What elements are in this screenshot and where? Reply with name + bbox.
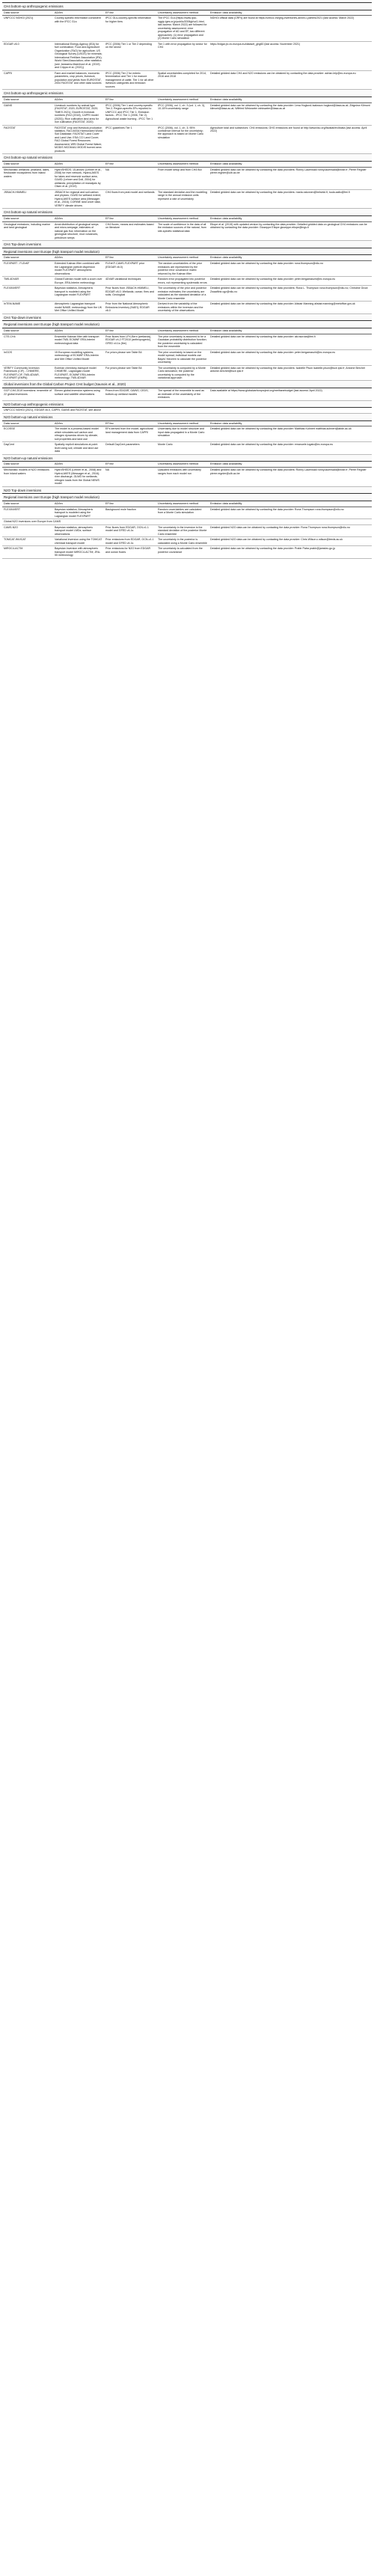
- table-cell: EDGAR v6.0: [2, 41, 53, 70]
- column-header: Emission data availability: [209, 10, 372, 16]
- table-cell: MIROC4-ACTM: [2, 546, 53, 558]
- table-cell: Detailed gridded data can be obtained by contacting the data provider: Prabir Patra prabir@jamstec.go.jp: [209, 546, 372, 558]
- table-cell: GCP-CH4 2019 inversions: ensemble of 22 global inversions: [2, 388, 53, 400]
- table-row: [2, 261, 372, 277]
- table-cell: The uncertainty is calculated from the posterior covariance: [156, 546, 209, 558]
- table-cell: The scale of confidence in the data of all the emission sources of the natural, from site-specific statistical data: [156, 221, 209, 240]
- column-header: Data source: [2, 10, 53, 16]
- column-header-row: [2, 162, 372, 168]
- section-title: CH4 Top-down inversions: [2, 313, 372, 321]
- table-row: [2, 16, 372, 41]
- table-cell: Detailed gridded data can be obtained by contacting the data providers: Ronny Lauerwald ronny.lauerwald@inrae.fr; Pierre Regnier pierre.regnier@ulb.ac.be: [209, 468, 372, 486]
- column-header: AD/lnv: [53, 501, 104, 507]
- table-cell: FLEXINVERT: [2, 507, 53, 518]
- column-header: Emission data availability: [209, 162, 372, 168]
- table-cell: For priors please see Table B4: [104, 365, 156, 381]
- table-row: [2, 468, 372, 486]
- table-cell: HydroSHEDS; 15-arcsec (Lehner et al., 2008) for river network, HydroLAKES for lakes and reservoir surface area; GLWD (Lehner and Doll, 2004) for wetlands; precipitation of reanalysis by Olsen et al. (2019): [53, 167, 104, 189]
- table-body: [2, 3, 372, 559]
- table-cell: Detailed gridded data can be obtained by contacting the data providers: Ronny Lauerwald ronny.lauerwald@inrae.fr; Pierre Regnier pierre.regnier@ulb.ac.be: [209, 167, 372, 189]
- column-header: AD/lnv: [53, 328, 104, 334]
- section-title: N2O bottom-up natural emissions: [2, 413, 372, 420]
- table-row: [2, 167, 372, 189]
- table-cell: Prior fluxes from LPX-Bern (wetlands), EDGAR v4.2 FT2010 (anthropogenic), GFED v4.1s (fire): [104, 334, 156, 349]
- table-cell: Mechanistic models of N2O emissions from inland waters: [2, 468, 53, 486]
- table-cell: InTEM-NAME: [2, 302, 53, 313]
- section-heading: [2, 494, 372, 501]
- table-cell: CH4 fluxes, means and estimates based on literature: [104, 221, 156, 240]
- column-header-row: [2, 420, 372, 426]
- section-heading: [2, 486, 372, 494]
- table-cell: FAOSTAT crop and livestock production statistics; FAO-IIASA Harmonized World Soil Database; FAOSTAT Land Cover and Land Use; ESA CCI Land Cover; FAO Global Forest Resources Assessment; WRI Global Forest Watch; MODIS MCD64A1 MODIS burned area products: [53, 125, 104, 154]
- column-header: EF/lnv: [104, 420, 156, 426]
- table-row: [2, 365, 372, 381]
- column-header: AD/lnv: [53, 97, 104, 103]
- column-header: Emission data availability: [209, 97, 372, 103]
- table-cell: The standard deviation and the modelling range in the annual emission units represent a rate of uncertainty: [156, 189, 209, 208]
- section-title: N2O bottom-up natural emissions: [2, 454, 372, 462]
- table-cell: Priors from EDGAR, GAINS, CEDS, bottom-up wetland models: [104, 388, 156, 400]
- column-header-row: [2, 328, 372, 334]
- column-header: Uncertainty assessment method: [156, 10, 209, 16]
- table-cell: Bayesian statistics; atmospheric transport model LMDz; surface observations: [53, 524, 104, 536]
- table-row: [2, 334, 372, 349]
- table-cell: Global Eulerian model with a zoom over Europe, ERA-Interim meteorology: [53, 277, 104, 286]
- table-cell: Detailed gridded data can be obtained by contacting the data provider: rona.thompson@nilu.no: [209, 261, 372, 277]
- table-cell: Livestock numbers by animal type (FAOSTAT, 2020; EUROSTAT, 2020; TIMES 2021); Growth in livestock numbers (FAO (2018), CAPRI model (2020)); Rice cultivation land area for rice cultivation (FAOSTAT, 2020): [53, 103, 104, 125]
- table-cell: Variational inversion using the TOMCAT chemical transport model: [53, 537, 104, 546]
- table-cell: Country-specific information consistent with the IPCC GLs: [53, 16, 104, 41]
- column-header: Uncertainty assessment method: [156, 462, 209, 468]
- section-title: N2O bottom-up anthropogenic emissions: [2, 400, 372, 408]
- table-cell: Geological emissions, including marine and land geological: [2, 221, 53, 240]
- table-cell: UNFCCC NGHGI (2021): [2, 16, 53, 41]
- table-cell: Derived from the variability of the emissions within the inversion and the uncertainty of the observations: [156, 302, 209, 313]
- table-cell: Prior emissions from EDGAR, OCN-v1.1 model and GFED v4.1s: [104, 537, 156, 546]
- table-cell: The spread of the ensemble is used as an estimate of the uncertainty of the emissions: [156, 388, 209, 400]
- table-cell: IPCC (2006) Tier 1 or Tier 2 depending on the sector: [104, 41, 156, 70]
- table-row: [2, 70, 372, 89]
- section-heading: [2, 241, 372, 248]
- table-cell: IPCC (2006), vol. 1, ch. 3 (vol. 1, ch. 3), 10-15% uncertainty range: [156, 103, 209, 125]
- column-header-row: [2, 97, 372, 103]
- table-cell: CAPRI: [2, 70, 53, 89]
- table-cell: The uncertainty in the posterior is calculated using a Monte Carlo ensemble: [156, 537, 209, 546]
- table-row: [2, 507, 372, 518]
- table-cell: IPCC GLs-country-specific information for higher tiers: [104, 16, 156, 41]
- table-cell: IPCC guidelines Tier 1: [104, 125, 156, 154]
- table-cell: Prior emissions for N2O from EDGAR and ocean fluxes: [104, 546, 156, 558]
- table-cell: ECOSSE: [2, 426, 53, 442]
- table-cell: Uncertainty due to model structure and input data propagated in a Monte Carlo simulation: [156, 426, 209, 442]
- table-row: [2, 524, 372, 536]
- column-header: Uncertainty assessment method: [156, 255, 209, 261]
- table-cell: Atmospheric Lagrangian transport model NAME; meteorology from the UK Met Office Unified Model: [53, 302, 104, 313]
- table-cell: TOMCAT-INVICAT: [2, 537, 53, 546]
- table-cell: Random error propagated into posterior errors, not representing systematic errors: [156, 277, 209, 286]
- column-header: EF/lnv: [104, 462, 156, 468]
- table-cell: Tier 1 with error propagation by sector for CH4: [156, 41, 209, 70]
- column-header: EF/lnv: [104, 97, 156, 103]
- table-cell: The uncertainty in the inversion is the standard deviation of the posterior Monte Carlo ensemble: [156, 524, 209, 536]
- table-cell: EFs derived from the model; agricultural land management data from CAPRI: [104, 426, 156, 442]
- table-row: [2, 221, 372, 240]
- section-heading: [2, 248, 372, 255]
- table-row: [2, 442, 372, 454]
- table-cell: Detailed gridded data can be obtained by contacting the data providers: Isabelle Pison isabelle.pison@lsce.ipsl.fr; Antoine Berchet antoine.berchet@lsce.ipsl.fr: [209, 365, 372, 381]
- section-heading: [2, 413, 372, 420]
- column-header: AD/lnv: [53, 462, 104, 468]
- column-header: Uncertainty assessment method: [156, 215, 209, 221]
- table-cell: For priors please see Table B4: [104, 349, 156, 365]
- table-cell: Bayesian inversion with atmospheric transport model MIROC4-ACTM; JRA-55 meteorology: [53, 546, 104, 558]
- column-header: Data source: [2, 328, 53, 334]
- column-header: Data source: [2, 462, 53, 468]
- section-title: CH4 bottom-up natural emissions: [2, 209, 372, 216]
- table-cell: Detailed gridded data can be obtained by contacting the data provider: Matthias Kuhnert matthias.kuhnert@abdn.ac.uk: [209, 426, 372, 442]
- section-heading: [2, 400, 372, 408]
- table-cell: Detailed gridded data can be obtained by contacting the data provider: Alistair Manning alistair.manning@metoffice.gov.uk: [209, 302, 372, 313]
- table-cell: HydroSHEDS (Lehner et al., 2008) and HydroLAKES (Messager et al., 2016); river discharge, GLWD for wetlands; nitrogen loads from the Global NEWS model: [53, 468, 104, 486]
- table-cell: Random uncertainties are calculated from a Monte Carlo simulation: [156, 507, 209, 518]
- table-row: [2, 546, 372, 558]
- table-cell: Upscaled emissions with uncertainty ranges from each model run: [156, 468, 209, 486]
- table-cell: Detailed gridded data can be obtained by contacting the data provider: aki.tsuruta@fmi.fi: [209, 334, 372, 349]
- table-cell: VERIFY Community Inversion Framework (CIF) - CHIMERE, FLEXPART-CIF, TM5-4DVAR, FLEXPART (EMPA): [2, 365, 53, 381]
- table-cell: Mechanistic wetlands: peatland, lakes, freshwater ecosystems from inland waters: [2, 167, 53, 189]
- table-cell: FLExKF-CAMS-FLEXPART prior (EDGAR v6.0): [104, 261, 156, 277]
- table-cell: Monte Carlo: [156, 442, 209, 454]
- column-header: AD/lnv: [53, 420, 104, 426]
- table-cell: The model is a process-based model which simulates soil carbon and nitrogen dynamics driven by climate, soil properties and land use: [53, 426, 104, 442]
- table-cell: IPCC (2006) Tier 2 for enteric fermentation and Tier 1 for manure management of cattle. Tier 1 for all other livestock categories and emission sources: [104, 70, 156, 89]
- column-header: Emission data availability: [209, 420, 372, 426]
- table-cell: From model setup and from CH4 flux: [156, 167, 209, 189]
- table-cell: Agriculture total and subsectors: CH4 emissions; GHG emissions are found at http://www.fao.org/faostat/en/#data (last access: April 2022): [209, 125, 372, 154]
- table-row: [2, 388, 372, 400]
- table-row: [2, 286, 372, 302]
- table-cell: Default DayCent parameters: [104, 442, 156, 454]
- table-row: [2, 189, 372, 208]
- table-cell: The prior uncertainty is assumed to be a Gaussian probability distribution function; the posterior uncertainty is calculated from the ensemble: [156, 334, 209, 349]
- table-cell: Detailed gridded N2O data can be obtained by contacting the data provider: Chris Wilson c.wilson@leeds.ac.uk: [209, 537, 372, 546]
- column-header: Uncertainty assessment method: [156, 97, 209, 103]
- table-cell: 15 European modelling systems; meteorology of ECMWF ERA-Interim and Met Office Unified Model: [53, 349, 104, 365]
- table-cell: Detailed gridded data can be obtained by contacting the data provider: peter.bergamaschi@ec.europa.eu: [209, 277, 372, 286]
- table-cell: NA: [104, 167, 156, 189]
- table-cell: The IPCC GLs (https://www.ipcc-nggip.iges.or.jp/public/2006gl/vol1.html, last access: March 2022) are followed for uncertainty assessment: error propagation of AD and EF, two different approaches: (1) error propagation and (2) Monte Carlo simulation: [156, 16, 209, 41]
- table-cell: Data available at https://www.globalcarbonproject.org/methanebudget (last access: April 2022): [209, 388, 372, 400]
- column-header: EF/lnv: [104, 162, 156, 168]
- table-cell: Detailed gridded N2O data can be obtained by contacting the data provider: Rona Thompson rona.thompson@nilu.no: [209, 524, 372, 536]
- table-row: [2, 277, 372, 286]
- section-heading: [2, 381, 372, 388]
- column-header: Data source: [2, 420, 53, 426]
- table-cell: The uncertainty of the prior and posterior emission estimates; the uncertainty are calculated as the standard deviation of a Monte Carlo ensemble: [156, 286, 209, 302]
- table-row: [2, 537, 372, 546]
- column-header-row: [2, 215, 372, 221]
- section-title: N2O Top-down inversions: [2, 486, 372, 494]
- table-cell: Prior fluxes from EDGAR, OCN-v1.1 model and GFED v4.1s: [104, 524, 156, 536]
- table-cell: Detailed gridded data can be obtained by contacting the data provider: emanuele.lugato@ec.europa.eu: [209, 442, 372, 454]
- table-cell: Etiope et al. (2019) with updated version by contacting the data provider; Detailed gridded data on geological CH4 emissions can be obtained by contacting the data provider: Giuseppe Etiope giuseppe.etiope@ingv.it: [209, 221, 372, 240]
- table-cell: NGHGI official data (CRFs) are found at https://unfccc.int/ghg-inventories-annex-i-parties/2021 (last access: March 2022): [209, 16, 372, 41]
- column-header: Emission data availability: [209, 462, 372, 468]
- table-cell: Detailed gridded data can be obtained by contacting the data provider: peter.bergamaschi@ec.europa.eu: [209, 349, 372, 365]
- column-header: AD/lnv: [53, 162, 104, 168]
- column-header: AD/lnv: [53, 215, 104, 221]
- column-header: Data source: [2, 162, 53, 168]
- column-header: Emission data availability: [209, 501, 372, 507]
- column-header: EF/lnv: [104, 255, 156, 261]
- column-header: Data source: [2, 255, 53, 261]
- section-title: Global inversions from the Global Carbon Project CH4 budget (Saunois et al., 2020): [2, 381, 372, 388]
- table-cell: Bayesian statistics; Atmospheric transport is modeled using the Lagrangian model FLEXPART: [53, 507, 104, 518]
- column-header: EF/lnv: [104, 328, 156, 334]
- table-row: [2, 408, 372, 413]
- table-cell: IPCC (2006) Tier 1 and country-specific Tier 2; Region-specific EFs reported to UNFCCC and IPCC Tier 1; Emission factors - IPCC Tier 1 (2006, Tier 2), Agricultural waste burning - IPCC Tier 1: [104, 103, 156, 125]
- table-cell: Global N2O inversions over Europe from CAMS: [2, 519, 372, 524]
- table-cell: Eleven global inversion systems using surface and satellite observations: [53, 388, 104, 400]
- column-header: Uncertainty assessment method: [156, 162, 209, 168]
- table-cell: GAINS: [2, 103, 53, 125]
- table-cell: FLEXPART - FLExKF: [2, 261, 53, 277]
- table-cell: Prior fluxes from JSBACH-HIMMELI, EDGAR v6.0; Wetlands; ocean; fires and soils; Geological: [104, 286, 156, 302]
- document: [2, 2, 372, 559]
- table-row: [2, 41, 372, 70]
- column-header-row: [2, 462, 372, 468]
- section-heading: [2, 321, 372, 328]
- column-header: Emission data availability: [209, 215, 372, 221]
- column-header: Emission data availability: [209, 328, 372, 334]
- data-sources-table: [2, 2, 372, 559]
- section-heading: [2, 454, 372, 462]
- column-header: AD/lnv: [53, 10, 104, 16]
- table-cell: TM5-4DVAR: [2, 277, 53, 286]
- table-cell: Areal distribution of geological seeps and micro-seepage; estimates of natural gas flux; information on the geological structure, mud volcanoes, petroleum seeps: [53, 221, 104, 240]
- column-header: Uncertainty assessment method: [156, 501, 209, 507]
- column-header: EF/lnv: [104, 215, 156, 221]
- table-cell: JSBACH for regional and soil carbon and physics; GLWD for wetland extent; HydroLAKES surface area (Messager et al., 2016); CORINE land cover data; VERIFY climate drivers: [53, 189, 104, 208]
- section-heading: [2, 313, 372, 321]
- section-heading: [2, 90, 372, 97]
- table-row: [2, 125, 372, 154]
- table-cell: Farm and market balances, economic parameters, crop prices, livestock, population and yields from EUROSTAT, 2004 FAOSTAT and other data sources: [53, 70, 104, 89]
- table-cell: CAMS-N2O: [2, 524, 53, 536]
- column-header: EF/lnv: [104, 10, 156, 16]
- table-cell: IPCC (2006), vol. 1, ch. 3; 95% confidence interval for the uncertainty; the approach is based on Monte Carlo simulation: [156, 125, 209, 154]
- table-cell: UNFCCC NGHGI (2021), EDGAR v6.0, CAPRI, GAINS and FAOSTAT, see above: [2, 408, 372, 413]
- table-cell: The prior uncertainty is based on the model spread; individual models use Bayes' theorem to calculate the posterior uncertainty: [156, 349, 209, 365]
- column-header: Uncertainty assessment method: [156, 328, 209, 334]
- table-cell: Detailed gridded data can be obtained by contacting the data provider: Rona Thompson rona.thompson@nilu.no: [209, 507, 372, 518]
- table-cell: Detailed gridded data can be obtained by contacting the data provider: Lena Hoglund-Isaksson hoglund@iiasa.ac.at; Zbigniew Klimont klimont@iiasa.ac.at; Wilfried Winiwarter winiwarter@iiasa.ac.at: [209, 103, 372, 125]
- column-header-row: [2, 255, 372, 261]
- column-header: Data source: [2, 501, 53, 507]
- table-cell: Detailed gridded data can be obtained by contacting the data providers: Rona L. Thompson rona.thompson@nilu.no; Christine Groot Zwaaftink cgz@nilu.no: [209, 286, 372, 302]
- table-cell: FAOSTAT: [2, 125, 53, 154]
- table-cell: Spatial uncertainties completed for 2014, 2016 and 2018: [156, 70, 209, 89]
- table-cell: https://edgar.jrc.ec.europa.eu/dataset_ghg60 (last access: November 2021): [209, 41, 372, 70]
- column-header-row: [2, 10, 372, 16]
- column-header: Uncertainty assessment method: [156, 420, 209, 426]
- table-cell: JSBACH-HIMMELI: [2, 189, 53, 208]
- table-cell: Background mole fraction: [104, 507, 156, 518]
- table-row: [2, 103, 372, 125]
- table-cell: Eulerian chemistry-transport model CHIMERE, Lagrangian model FLEXPART, ECMWF ERA-Interim meteorology; TM5-4DVAR: [53, 365, 104, 381]
- section-heading: [2, 209, 372, 216]
- table-cell: The random uncertainties of the prior emissions are represented by the posterior error covariance matrix returned by the Kalman filter: [156, 261, 209, 277]
- column-header: Emission data availability: [209, 255, 372, 261]
- table-cell: FLEXINVERT: [2, 286, 53, 302]
- table-cell: Extended Kalman filter combined with the Lagrangian particle dispersion model FLEXPART atmospheric observations: [53, 261, 104, 277]
- table-cell: CH4 flows from peat model and wetlands: [104, 189, 156, 208]
- column-header: Data source: [2, 97, 53, 103]
- table-cell: Prior from the National Atmospheric Emissions Inventory (NAEI); EDGAR v6.0: [104, 302, 156, 313]
- table-cell: DayCent: [2, 442, 53, 454]
- table-row: [2, 302, 372, 313]
- table-cell: Detailed gridded data CH4 and N2O emissions can be obtained by contacting the data provider: adrian.leip@ec.europa.eu: [209, 70, 372, 89]
- table-row: [2, 349, 372, 365]
- table-cell: Spatially explicit simulations at point level using soil, climate and land use data: [53, 442, 104, 454]
- section-title: Regional inversions over Europe (high transport model resolution): [2, 321, 372, 328]
- table-cell: Bayesian statistics; Atmospheric transport is modeled using the Lagrangian model FLEXPART: [53, 286, 104, 302]
- table-row: [2, 519, 372, 524]
- table-row: [2, 426, 372, 442]
- column-header: Data source: [2, 215, 53, 221]
- section-title: CH4 bottom-up natural emissions: [2, 154, 372, 162]
- table-cell: NA: [104, 468, 156, 486]
- table-cell: InGOS: [2, 349, 53, 365]
- table-cell: The uncertainty is computed by a Monte Carlo simulation; the posterior uncertainty is computed by the variational approach: [156, 365, 209, 381]
- column-header: EF/lnv: [104, 501, 156, 507]
- table-cell: Ensemble Kalman filter with transport model TM5; ECMWF ERA-Interim meteorological data: [53, 334, 104, 349]
- section-heading: [2, 154, 372, 162]
- column-header: AD/lnv: [53, 255, 104, 261]
- section-title: CH4 Top-down inversions: [2, 241, 372, 248]
- section-title: Regional inversions over Europe (high transport model resolution): [2, 248, 372, 255]
- column-header-row: [2, 501, 372, 507]
- section-title: Regional inversions over Europe (high transport model resolution): [2, 494, 372, 501]
- table-cell: CTE-CH4: [2, 334, 53, 349]
- section-title: CH4 bottom-up anthropogenic emissions: [2, 90, 372, 97]
- section-title: CH4 bottom-up anthropogenic emissions: [2, 3, 372, 10]
- table-cell: Detailed gridded data can be obtained by contacting the data providers: maria.raivonen@helsinki.fi; tuula.aalto@fmi.fi: [209, 189, 372, 208]
- table-cell: 4DVAR variational techniques: [104, 277, 156, 286]
- section-heading: [2, 3, 372, 10]
- table-cell: International Energy Agency (IEA) for fuel combustion; Food and Agriculture Organization (FAO) for agriculture; US Geological Survey (USGS) for minerals; International Fertilizer Association (IFA); World Steel Association; other statistics (see Janssens-Maenhout et al. (2019) and Crippa et al. (2021)): [53, 41, 104, 70]
